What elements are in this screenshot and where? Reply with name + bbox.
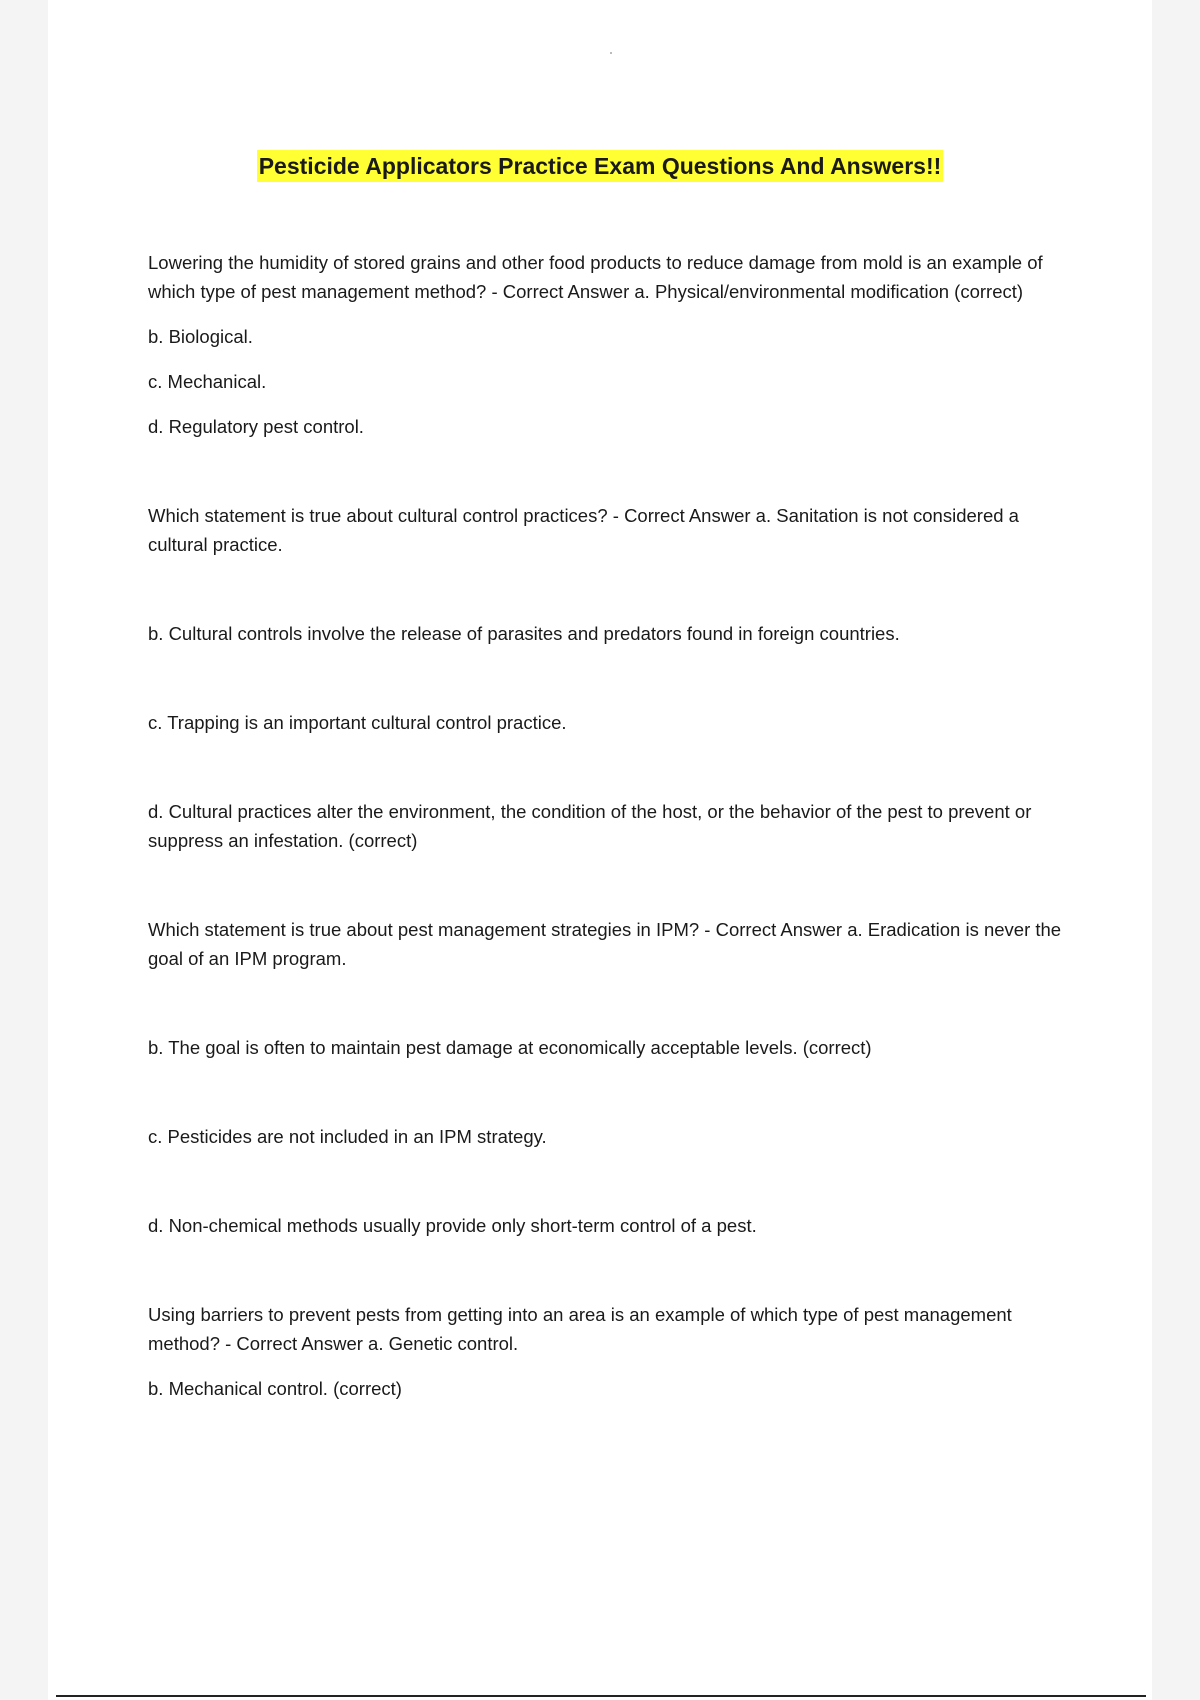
document-page: [48, 0, 1152, 1700]
question-3-option-c: c. Pesticides are not included in an IPM strategy.: [148, 1126, 547, 1147]
bottom-rule: [56, 1695, 1146, 1697]
question-1: Lowering the humidity of stored grains and other food products to reduce damage from mold is an example of which type of pest management method? - Correct Answer a. Physical/environmental modification (correct): [148, 252, 1043, 302]
question-1-option-d: d. Regulatory pest control.: [148, 416, 364, 437]
question-1-option-c: c. Mechanical.: [148, 371, 267, 392]
document-title: Pesticide Applicators Practice Exam Questions And Answers!!: [257, 150, 944, 182]
question-1-option-b: b. Biological.: [148, 326, 253, 347]
question-2: Which statement is true about cultural control practices? - Correct Answer a. Sanitation is not considered a cultural practice.: [148, 505, 1019, 555]
question-3-option-d: d. Non-chemical methods usually provide only short-term control of a pest.: [148, 1215, 757, 1236]
document-body: [148, 248, 1078, 1403]
decorative-dot: [610, 52, 612, 54]
question-3-option-b: b. The goal is often to maintain pest damage at economically acceptable levels. (correct): [148, 1037, 872, 1058]
question-2-option-c: c. Trapping is an important cultural control practice.: [148, 712, 567, 733]
question-2-option-b: b. Cultural controls involve the release of parasites and predators found in foreign countries.: [148, 623, 900, 644]
question-4: Using barriers to prevent pests from getting into an area is an example of which type of pest management method? - Correct Answer a. Genetic control.: [148, 1304, 1012, 1354]
title-container: [48, 150, 1152, 182]
question-2-option-d: d. Cultural practices alter the environment, the condition of the host, or the behavior of the pest to prevent or suppress an infestation. (correct): [148, 801, 1032, 851]
question-3: Which statement is true about pest management strategies in IPM? - Correct Answer a. Eradication is never the goal of an IPM program.: [148, 919, 1062, 969]
question-4-option-b: b. Mechanical control. (correct): [148, 1378, 402, 1399]
